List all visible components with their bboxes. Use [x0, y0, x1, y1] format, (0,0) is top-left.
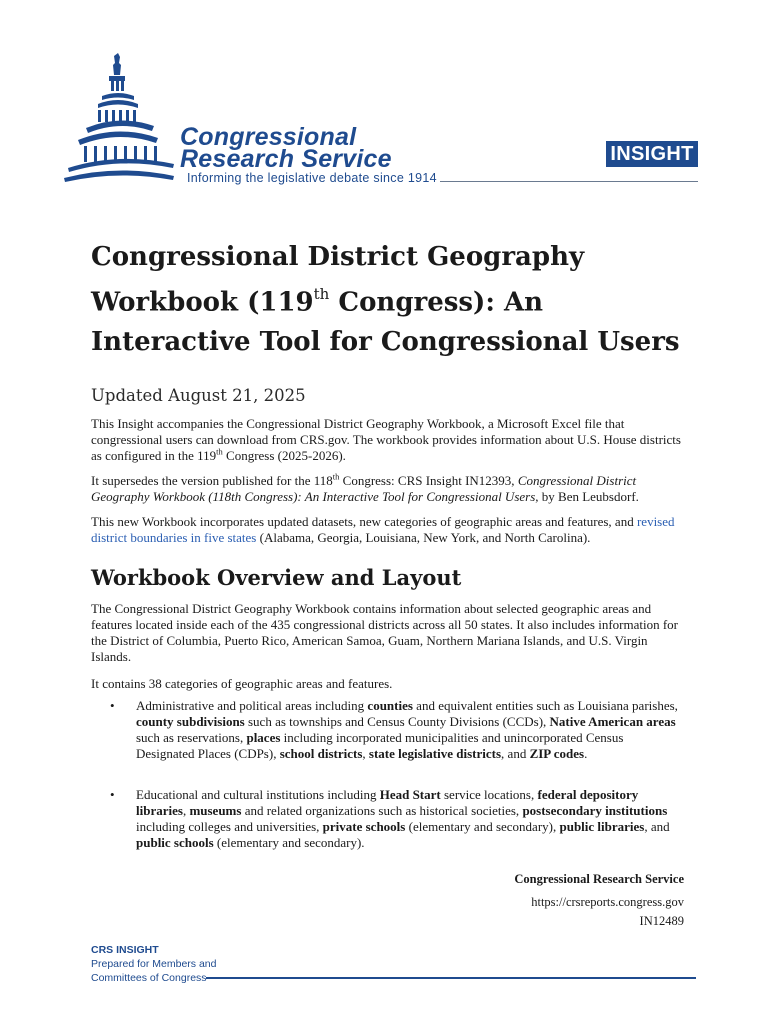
insight-badge: INSIGHT	[606, 141, 698, 167]
p2-sup: th	[332, 471, 340, 482]
org-name-line2: Research Service	[180, 145, 392, 173]
list-item: • Administrative and political areas including counties and equivalent entities such as Louisiana parishes, county subdivisions such as townships and Census County Divisions (CCDs), Native American areas such as reservations, places including incorporated municipalities and unincorporated Census Designated Places (CDPs), school districts, state legislative districts, and ZIP codes.	[110, 698, 678, 761]
bullet-list-1	[110, 698, 684, 762]
footer-product-id: IN12489	[639, 914, 684, 928]
intro-paragraph-2	[91, 473, 683, 505]
series-label: CRS INSIGHT	[91, 944, 159, 956]
footer-url-link[interactable]: https://crsreports.congress.gov	[531, 895, 684, 909]
footer-org: Congressional Research Service	[514, 872, 684, 886]
revised-boundaries-link[interactable]: revised district boundaries in five states	[91, 514, 675, 545]
bullet-list-2	[110, 787, 684, 851]
p2-text-a: It supersedes the version published for the 118	[91, 473, 333, 488]
org-name-line1: Congressional	[180, 123, 357, 151]
p2-text-b: Congress: CRS Insight IN12393,	[339, 473, 518, 488]
p2-text-c: , by Ben Leubsdorf.	[535, 489, 639, 504]
section-heading: Workbook Overview and Layout	[91, 565, 462, 590]
footer-divider	[206, 977, 696, 979]
intro-paragraph-3	[91, 514, 683, 546]
title-superscript: th	[313, 285, 330, 303]
p1-text-b: Congress (2025-2026).	[222, 448, 346, 463]
document-title	[91, 238, 691, 362]
p1-sup: th	[216, 446, 223, 457]
prepared-for-line2: Committees of Congress	[91, 972, 207, 984]
intro-paragraph-1	[91, 416, 683, 464]
p3-text-b: (Alabama, Georgia, Louisiana, New York, and North Carolina).	[256, 530, 591, 545]
org-tagline: Informing the legislative debate since 1914	[187, 171, 437, 185]
p3-text-a: This new Workbook incorporates updated datasets, new categories of geographic areas and features, and	[91, 514, 637, 529]
categories-paragraph: It contains 38 categories of geographic areas and features.	[91, 676, 393, 691]
p2-cited-title: Congressional District Geography Workbook (118th Congress): An Interactive Tool for Congressional Users	[91, 473, 637, 504]
updated-date: Updated August 21, 2025	[91, 386, 306, 405]
prepared-for-line1: Prepared for Members and	[91, 958, 217, 970]
bullet-dot-icon: •	[110, 787, 115, 802]
title-part2: Congress): An Interactive Tool for Congressional Users	[91, 287, 680, 357]
overview-paragraph: The Congressional District Geography Workbook contains information about selected geographic areas and features located inside each of the 435 congressional districts across all 50 states. It also includes information for the District of Columbia, Puerto Rico, American Samoa, Guam, Northern Mariana Islands, and U.S. Virgin Islands.	[91, 601, 678, 664]
list-item: • Educational and cultural institutions including Head Start service locations, federal depository libraries, museums and related organizations such as historical societies, postsecondary institutions including colleges and universities, private schools (elementary and secondary), public libraries, and public schools (elementary and secondary).	[110, 787, 670, 850]
bullet-dot-icon: •	[110, 698, 115, 713]
capitol-dome-icon	[64, 52, 176, 182]
p1-text-a: This Insight accompanies the Congressional District Geography Workbook, a Microsoft Excel file that congressional users can download from CRS.gov. The workbook provides information about U.S. House districts as configured in the 119	[91, 416, 681, 463]
tagline-divider	[440, 181, 698, 182]
title-part1: Congressional District Geography Workbook (119	[91, 242, 585, 318]
